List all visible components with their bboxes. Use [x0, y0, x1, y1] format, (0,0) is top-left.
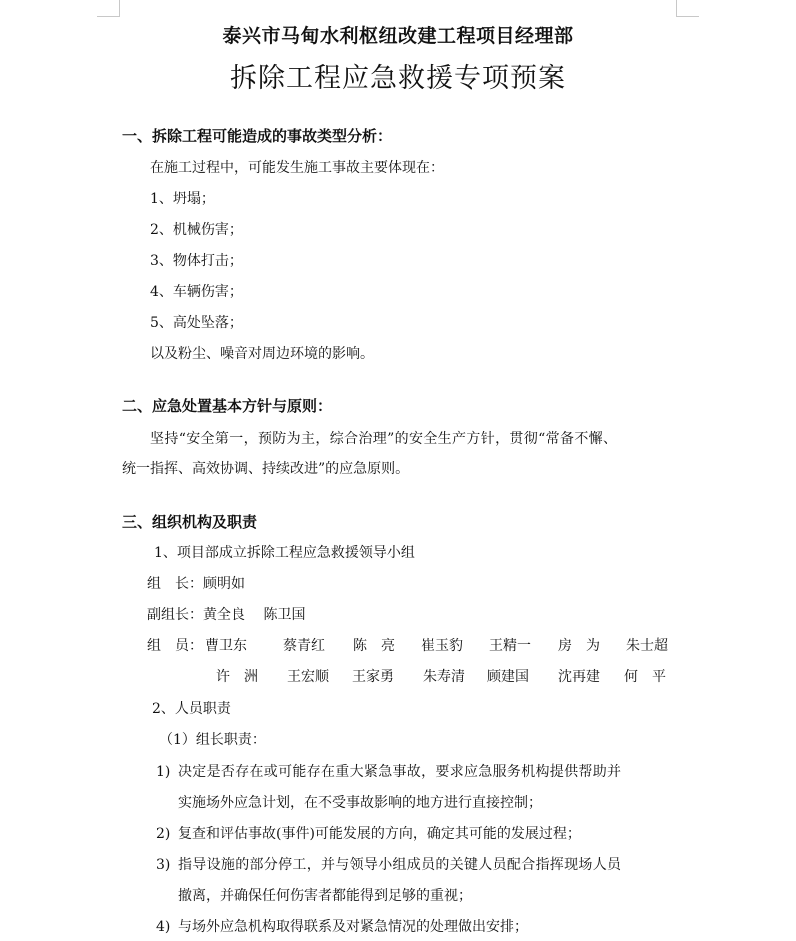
team-member: 许 洲: [216, 669, 258, 685]
section-3-heading: 三、组织机构及职责: [122, 513, 258, 531]
duty-line: 与场外应急机构取得联系及对紧急情况的处理做出安排；: [178, 919, 528, 935]
team-member: 何 平: [624, 669, 666, 685]
team-member: 崔玉豹: [421, 638, 463, 654]
section-1-intro: 在施工过程中，可能发生施工事故主要体现在：: [150, 160, 444, 176]
team-member: 朱寿清: [423, 669, 465, 685]
team-member: 朱士超: [626, 638, 668, 654]
duty-number: 4): [156, 919, 171, 935]
team-member: 曹卫东: [205, 638, 247, 654]
section-1-item: 5、高处坠落；: [150, 315, 243, 331]
section-2-paragraph-line: 统一指挥、高效协调、持续改进”的应急原则。: [122, 461, 410, 477]
team-deputy: 副组长：黄全良 陈卫国: [147, 607, 306, 623]
section-1-tail: 以及粉尘、噪音对周边环境的影响。: [150, 346, 374, 362]
section-2-heading: 二、应急处置基本方针与原则：: [122, 397, 333, 415]
page-corner-mark-right: [676, 0, 699, 17]
duty-number: 2): [156, 826, 171, 842]
team-member: 陈 亮: [353, 638, 395, 654]
document-title: 拆除工程应急救援专项预案: [230, 63, 566, 94]
team-member: 蔡青红: [283, 638, 325, 654]
team-member: 王精一: [489, 638, 531, 654]
team-leader: 组 长：顾明如: [147, 576, 245, 592]
team-member: 顾建国: [487, 669, 529, 685]
section-1-item: 1、坍塌；: [150, 191, 215, 207]
duty-line: 撤离，并确保任何伤害者都能得到足够的重视；: [178, 888, 472, 904]
team-member: 房 为: [558, 638, 600, 654]
team-member: 王宏顺: [287, 669, 329, 685]
team-members-label: 组 员：: [147, 638, 203, 654]
duty-number: 3): [156, 857, 171, 873]
leader-duties-heading: （1）组长职责：: [159, 732, 266, 748]
page-corner-mark-left: [97, 0, 120, 17]
duty-line: 指导设施的部分停工，并与领导小组成员的关键人员配合指挥现场人员: [178, 857, 622, 873]
section-1-item: 4、车辆伤害；: [150, 284, 243, 300]
section-1-item: 2、机械伤害；: [150, 222, 243, 238]
duty-line: 决定是否存在或可能存在重大紧急事故，要求应急服务机构提供帮助并: [178, 764, 622, 780]
duty-line: 复查和评估事故(事件)可能发展的方向，确定其可能的发展过程；: [178, 826, 581, 842]
duty-line: 实施场外应急计划，在不受事故影响的地方进行直接控制；: [178, 795, 542, 811]
section-1-item: 3、物体打击；: [150, 253, 243, 269]
team-subheading: 1、项目部成立拆除工程应急救援领导小组: [154, 545, 415, 561]
section-1-heading: 一、拆除工程可能造成的事故类型分析：: [122, 127, 393, 145]
team-member: 沈再建: [558, 669, 600, 685]
section-2-paragraph-line: 坚持“安全第一，预防为主，综合治理”的安全生产方针，贯彻“常备不懈、: [150, 431, 618, 447]
duty-number: 1): [156, 764, 171, 780]
organization-name: 泰兴市马甸水利枢纽改建工程项目经理部: [222, 25, 574, 47]
duties-subheading: 2、人员职责: [152, 701, 231, 717]
team-member: 王家勇: [352, 669, 394, 685]
